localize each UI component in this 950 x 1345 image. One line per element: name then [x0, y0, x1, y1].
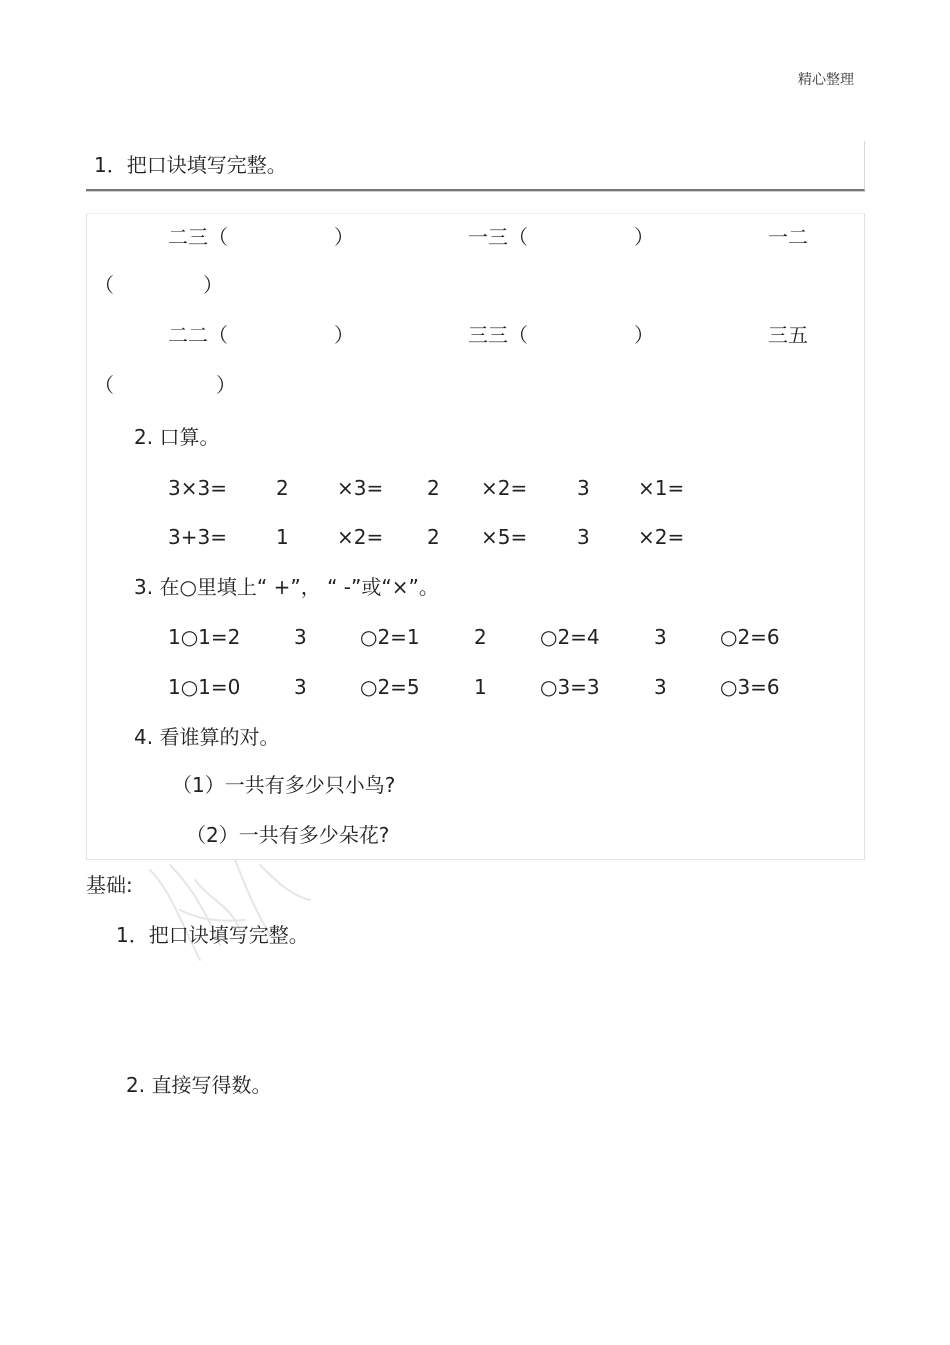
chant-blank: 二二（	[168, 323, 228, 347]
operator-fill-item: 3	[294, 625, 307, 649]
chant-blank: 三三（	[468, 323, 528, 347]
arithmetic-item: ×5=	[481, 525, 528, 549]
operator-fill-item: 1○1=2	[168, 625, 241, 649]
chant-blank-close: ）	[334, 323, 354, 347]
operator-fill-item: ○2=6	[720, 625, 780, 649]
chant-blank: 三五	[768, 323, 808, 347]
chant-blank: 二三（	[168, 225, 228, 249]
operator-fill-item: ○2=4	[540, 625, 600, 649]
arithmetic-item: 2	[427, 525, 440, 549]
arithmetic-item: ×1=	[638, 476, 685, 500]
operator-fill-item: 1○1=0	[168, 675, 241, 699]
operator-fill-item: 3	[294, 675, 307, 699]
header-note: 精心整理	[798, 72, 854, 88]
question-title: 2. 直接写得数。	[126, 1073, 272, 1097]
question-title: 1．把口诀填写完整。	[116, 923, 309, 947]
operator-fill-item: 2	[474, 625, 487, 649]
chant-blank-close: ）	[334, 225, 354, 249]
chant-blank-open: （	[94, 273, 114, 297]
operator-fill-item: ○2=5	[360, 675, 420, 699]
question-title: 4. 看谁算的对。	[134, 725, 280, 749]
section-title: 1．把口诀填写完整。	[94, 153, 287, 177]
arithmetic-item: ×2=	[481, 476, 528, 500]
operator-fill-item: ○3=3	[540, 675, 600, 699]
operator-fill-item: 3	[654, 625, 667, 649]
chant-blank-close: ）	[203, 273, 223, 297]
arithmetic-item: ×2=	[638, 525, 685, 549]
arithmetic-item: 3	[577, 476, 590, 500]
arithmetic-item: 2	[427, 476, 440, 500]
arithmetic-item: 2	[276, 476, 289, 500]
watermark-sketch	[140, 850, 330, 980]
arithmetic-item: ×3=	[337, 476, 384, 500]
arithmetic-item: 3	[577, 525, 590, 549]
operator-fill-item: ○3=6	[720, 675, 780, 699]
arithmetic-item: 3+3=	[168, 525, 227, 549]
operator-fill-item: 1	[474, 675, 487, 699]
arithmetic-item: 1	[276, 525, 289, 549]
operator-fill-item: ○2=1	[360, 625, 420, 649]
basics-label: 基础:	[86, 873, 133, 897]
arithmetic-item: 3×3=	[168, 476, 227, 500]
sub-question: （1）一共有多少只小鸟?	[172, 773, 396, 797]
question-title: 3. 在○里填上“ +”， “ -”或“×”。	[134, 575, 439, 599]
chant-blank-open: （	[94, 373, 114, 397]
arithmetic-item: ×2=	[337, 525, 384, 549]
chant-blank-close: ）	[634, 225, 654, 249]
question-title: 2. 口算。	[134, 425, 220, 449]
chant-blank: 一三（	[468, 225, 528, 249]
chant-blank-close: ）	[634, 323, 654, 347]
chant-blank: 一二	[768, 225, 808, 249]
chant-blank-close: ）	[216, 373, 236, 397]
operator-fill-item: 3	[654, 675, 667, 699]
sub-question: （2）一共有多少朵花?	[186, 823, 390, 847]
